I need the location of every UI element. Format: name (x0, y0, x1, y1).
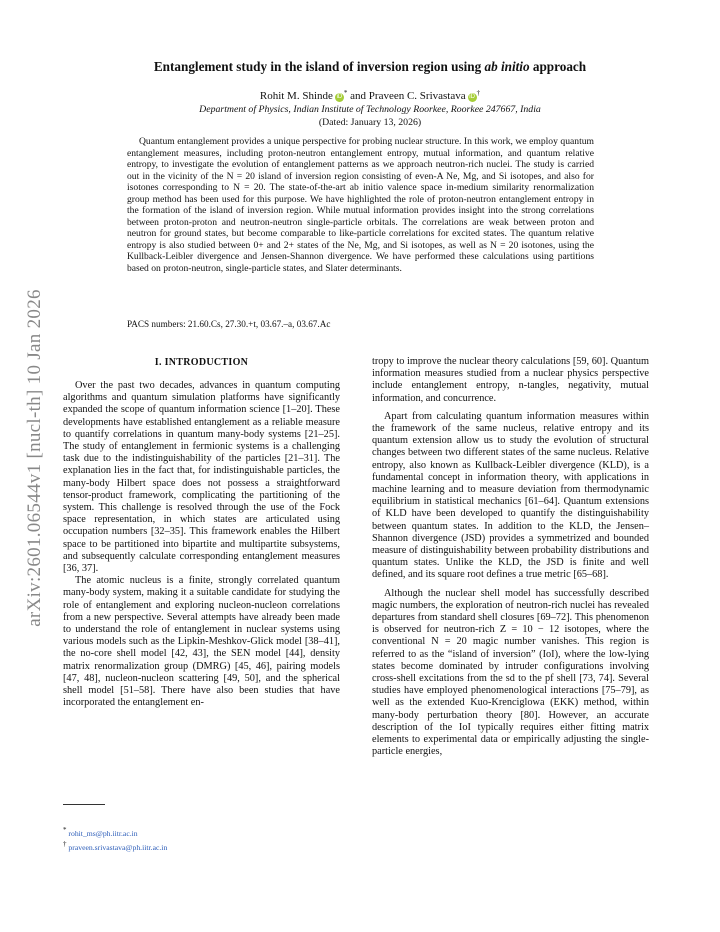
footnote-mark: * (63, 826, 67, 834)
author-1-name: Rohit M. Shinde (259, 90, 333, 102)
author-2-footnote-mark: † (476, 89, 481, 97)
footnote-divider (63, 804, 105, 805)
orcid-icon[interactable]: iD (469, 94, 475, 100)
pacs-numbers: PACS numbers: 21.60.Cs, 27.30.+t, 03.67.–a, 03.67.Ac (127, 319, 331, 329)
paragraph: Although the nuclear shell model has successfully described magic numbers, the exploration of neutron-rich nuclei has revealed departures from standard shell closures [69–72]. This phenomenon is observed for neutron-rich Z = 10 − 12 isotopes, where the conventional N = 20 magic number vanishes. This region is referred to as the “island of inversion” (IoI), where the low-lying states become dominated by intruder configurations involving cross-shell excitations from the sd to the pf shell [73, 74]. Several studies have employed phenomenological interactions [75–79], as well as the extended Kuo-Krenciglowa (EKK) method, within many-body perturbation theory [80]. However, an accurate description of the IoI typically requires either fitting matrix elements to experimental data or empirically adjusting the single-particle energies, (372, 587, 649, 758)
footnote-1 (63, 825, 167, 839)
arxiv-identifier-stamp (14, 258, 56, 658)
author-line (70, 89, 670, 102)
footnote-mark: † (63, 840, 67, 848)
paper-title (70, 59, 670, 75)
section-heading: I. INTRODUCTION (154, 357, 249, 368)
title-main: Entanglement study in the island of inversion region using (153, 59, 485, 74)
title-italic: ab initio (484, 59, 530, 74)
author-2-name: Praveen C. Srivastava (368, 90, 466, 102)
paragraph: Apart from calculating quantum information measures within the framework of the same nucleus, relative entropy and its quantum extension allow us to study the evolution of structural changes between two different states of the same nucleus. Relative entropy, also known as Kullback-Leibler divergence (KLD), is a fundamental concept in information theory, with applications in machine learning and to measure deviation from thermodynamic equilibrium in statistical mechanics [61–64]. Quantum extensions of KLD have been developed to quantify the distinguishability between quantum states. In addition to the KLD, the Jensen–Shannon divergence (JSD) provides a symmetrized and bounded measure of distinguishability between probability distributions and quantum states. Unlike the KLD, the JSD is finite and well defined, and its square root defines a true metric [65–68]. (372, 410, 649, 581)
author-separator: and (347, 90, 369, 102)
author-1-footnote-mark: * (343, 89, 348, 97)
email-link[interactable]: rohit_ms@ph.iitr.ac.in (68, 829, 138, 838)
affiliation: Department of Physics, Indian Institute of Technology Roorkee, Roorkee 247667, India (199, 104, 541, 115)
paragraph: The atomic nucleus is a finite, strongly correlated quantum many-body system, making it a suitable candidate for studying the role of entanglement and exploring nucleon-nucleon correlations from a new perspective. Several attempts have already been made to understand the role of entanglement in nuclear systems using various models such as the Lipkin-Meshkov-Glick model [38–41], the no-core shell model [42, 43], the SEN model [44], density matrix renormalization group (DMRG) [45, 46], pairing models [47, 48], nucleon-nucleon scattering [49, 50], and the spherical shell model [51–58]. There have also been studies that have incorporated the entanglement en- (63, 575, 340, 709)
orcid-icon[interactable]: iD (336, 94, 343, 100)
footnotes (63, 825, 167, 853)
abstract: Quantum entanglement provides a unique perspective for probing nuclear structure. In this work, we employ quantum entanglement measures, including proton-neutron entanglement entropy, mutual information, and quantum relative entropy, to investigate the evolution of entanglement patterns as we approach neutron-rich nuclei. The study is carried out in the vicinity of the N = 20 island of inversion region consisting of even-A Ne, Mg, and Si isotopes, and also for isotones corresponding to N = 20. The state-of-the-art ab initio valence space in-medium similarity renormalization group method has been used for this purpose. We have highlighted the role of proton-neutron entanglement entropy in the formation of the island of inversion region. While mutual information provides insight into the strong correlations between proton-proton and neutron-neutron single-particle orbitals. The correlations are weak between proton and neutron for ground states, but become comparable to like-particle correlations for excited states. The quantum relative entropy is also studied between 0+ and 2+ states of the Ne, Mg, and Si isotopes, as well as N = 20 isotones, using the Kullback-Leibler divergence and Jensen-Shannon divergence. We have performed these calculations using partitions based on proton-neutron, single-particle states, and Slater determinants. (127, 136, 594, 275)
arxiv-identifier: arXiv:2601.06544v1 [nucl-th] 10 Jan 2026 (24, 289, 45, 627)
paragraph: tropy to improve the nuclear theory calculations [59, 60]. Quantum information measures studied from a nuclear physics perspective include entanglement entropy, n-tangles, negativity, mutual information, and concurrence. (372, 356, 649, 404)
right-column (372, 356, 649, 759)
date-line: (Dated: January 13, 2026) (318, 117, 422, 128)
email-link[interactable]: praveen.srivastava@ph.iitr.ac.in (68, 843, 168, 852)
footnote-2 (63, 839, 167, 853)
paragraph: Over the past two decades, advances in quantum computing algorithms and quantum simulation platforms have significantly expanded the scope of quantum information science [1–20]. These developments have established entanglement as a reliable measure to quantify correlations in quantum many-body systems [21–25]. The study of entanglement in fermionic systems is a challenging task due to the indistinguishability of the particles [21–31]. The explanation lies in the fact that, for indistinguishable particles, the many-body Hilbert space does not possess a straightforward tensor-product framework, complicating the partitioning of the system. This challenge is resolved through the use of the Fock space representation, in which states are articulated using occupation numbers [32–35]. This framework enables the Hilbert space to be partitioned into bipartite and multipartite subsystems, and subsequently calculate corresponding entanglement measures [36, 37]. (63, 380, 340, 575)
title-tail: approach (529, 59, 587, 74)
left-column (63, 380, 340, 709)
